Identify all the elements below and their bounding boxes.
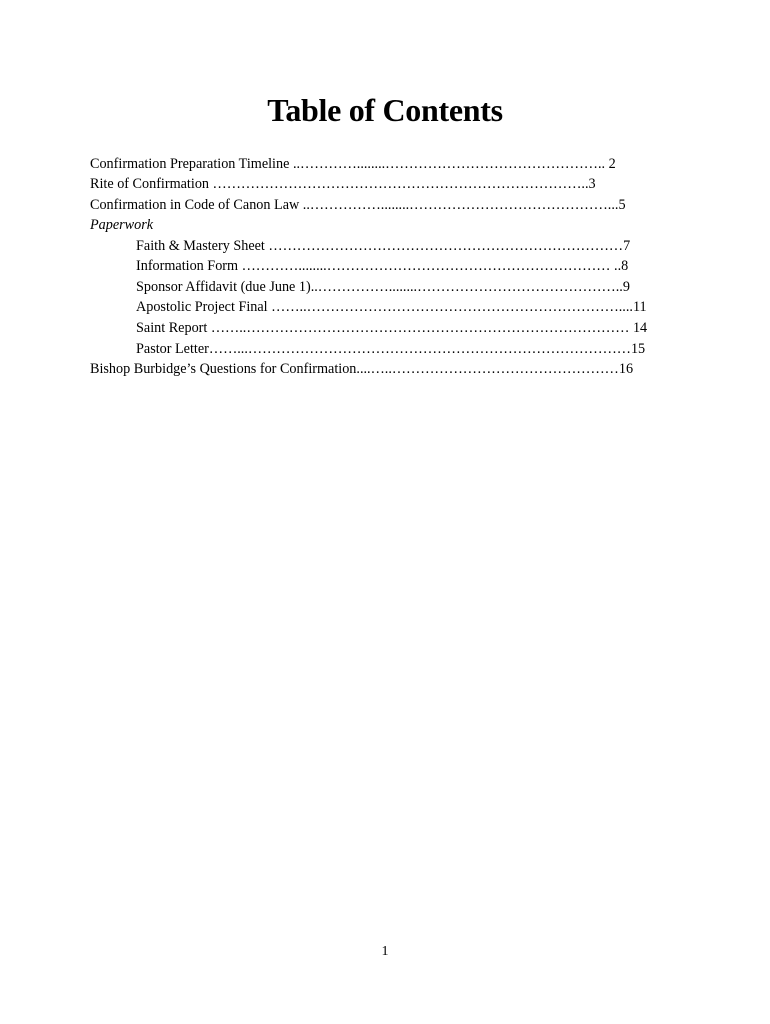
toc-entry-bishop-questions: Bishop Burbidge’s Questions for Confirmation....…..…………………………………………16 — [90, 361, 634, 377]
toc-entry-preparation-timeline: Confirmation Preparation Timeline ..…………........……………………………………….. 2 — [90, 156, 616, 172]
toc-entry-rite-of-confirmation: Rite of Confirmation ……………………………………………………………………..3 — [90, 176, 596, 192]
toc-subentry-pastor-letter: Pastor Letter……...………………………………………………………………………15 — [136, 341, 646, 357]
toc-section-heading-paperwork: Paperwork — [90, 217, 154, 233]
toc-subentry-sponsor-affidavit: Sponsor Affidavit (due June 1)..……………........……………………………………..9 — [136, 279, 630, 295]
page-number: 1 — [381, 944, 389, 959]
toc-entry-code-of-canon-law: Confirmation in Code of Canon Law ..……………........……………………………………...5 — [90, 197, 626, 213]
page-title: Table of Contents — [267, 92, 503, 128]
toc-subentry-apostolic-project: Apostolic Project Final ……..…………………………………………………………....11 — [136, 299, 647, 315]
toc-subentry-saint-report: Saint Report ……..……………………………………………………………………… 14 — [136, 320, 648, 336]
toc-subentry-information-form: Information Form …………........…………………………………………………… ..8 — [136, 258, 629, 274]
toc-subentry-faith-mastery-sheet: Faith & Mastery Sheet …………………………………………………………………7 — [136, 238, 631, 254]
